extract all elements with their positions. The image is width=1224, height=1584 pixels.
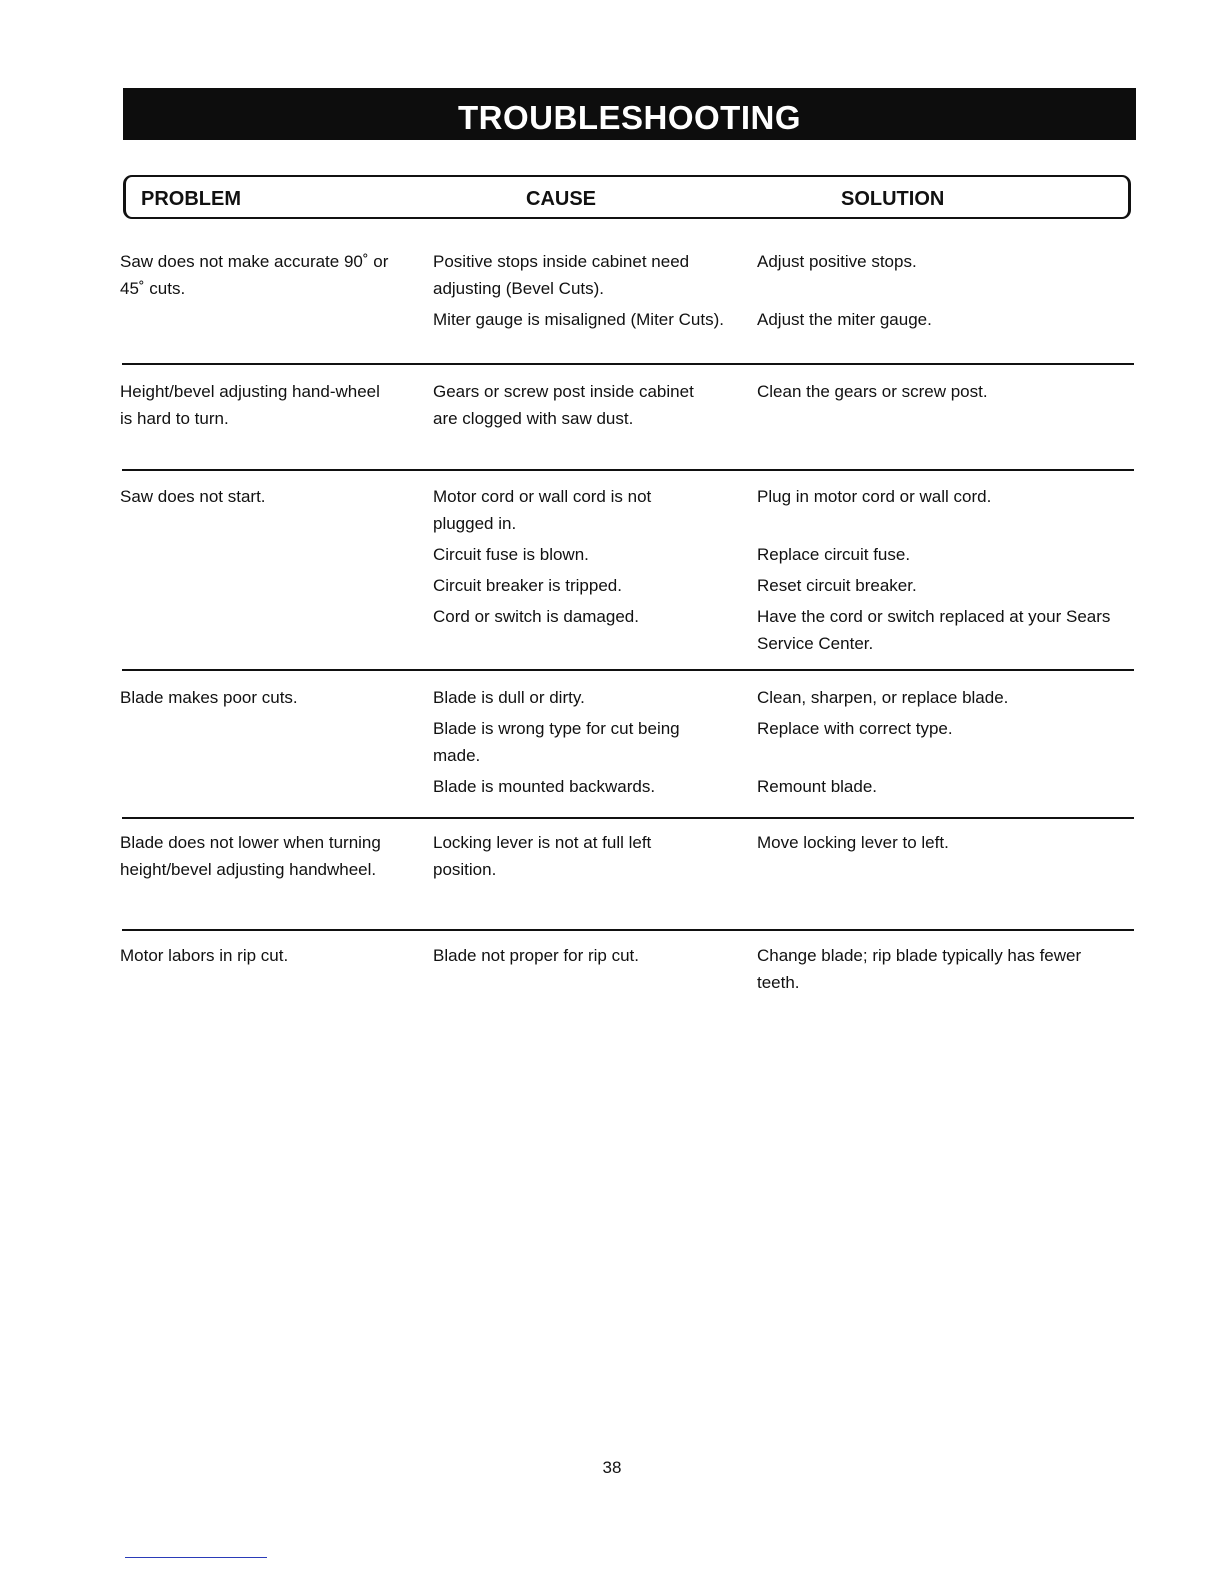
row-divider — [122, 817, 1134, 819]
solution-entry: Plug in motor cord or wall cord. — [757, 487, 992, 506]
cause-entry: Positive stops inside cabinet need adjusting (Bevel Cuts). — [433, 252, 690, 298]
row-causes — [433, 248, 733, 337]
footer-rule — [125, 1557, 267, 1558]
cause-entry: Circuit fuse is blown. — [433, 545, 589, 564]
cause-entry: Circuit breaker is tripped. — [433, 576, 622, 595]
row-solutions — [757, 483, 1117, 661]
row-divider — [122, 929, 1134, 931]
row-solutions — [757, 684, 1132, 804]
cause-entry: Gears or screw post inside cabinet are clogged with saw dust. — [433, 382, 694, 428]
row-causes — [433, 378, 703, 436]
row-causes — [433, 829, 703, 887]
header-solution: SOLUTION — [841, 188, 945, 210]
solution-entry: Adjust the miter gauge. — [757, 310, 932, 329]
solution-entry: Change blade; rip blade typically has fewer teeth. — [757, 946, 1082, 992]
page-title: TROUBLESHOOTING — [123, 88, 1136, 140]
row-divider — [122, 469, 1134, 471]
cause-entry: Blade not proper for rip cut. — [433, 946, 640, 965]
solution-entry: Remount blade. — [757, 777, 878, 796]
cause-entry: Blade is mounted backwards. — [433, 777, 656, 796]
header-problem: PROBLEM — [141, 188, 241, 210]
cause-entry: Cord or switch is damaged. — [433, 607, 639, 626]
row-causes — [433, 684, 728, 804]
solution-entry: Replace circuit fuse. — [757, 545, 911, 564]
row-divider — [122, 669, 1134, 671]
row-solutions — [757, 378, 1132, 409]
row-solutions — [757, 248, 1132, 337]
page-number: 38 — [602, 1458, 622, 1477]
row-causes — [433, 483, 703, 634]
row-problem: Motor labors in rip cut. — [120, 946, 289, 965]
solution-entry: Have the cord or switch replaced at your Sears Service Center. — [757, 607, 1111, 653]
solution-entry: Move locking lever to left. — [757, 833, 949, 852]
table-header — [123, 175, 1131, 219]
cause-entry: Miter gauge is misaligned (Miter Cuts). — [433, 310, 724, 329]
row-problem: Blade does not lower when turning height/bevel adjusting handwheel. — [120, 833, 381, 879]
row-problem: Blade makes poor cuts. — [120, 688, 298, 707]
row-problem: Saw does not start. — [120, 487, 266, 506]
solution-entry: Replace with correct type. — [757, 719, 953, 738]
row-causes — [433, 942, 733, 973]
solution-entry: Adjust positive stops. — [757, 252, 917, 271]
cause-entry: Locking lever is not at full left position. — [433, 833, 652, 879]
row-problem: Height/bevel adjusting hand-wheel is hard to turn. — [120, 382, 380, 428]
cause-entry: Blade is dull or dirty. — [433, 688, 585, 707]
row-divider — [122, 363, 1134, 365]
solution-entry: Clean the gears or screw post. — [757, 382, 988, 401]
row-problem: Saw does not make accurate 90˚ or 45˚ cuts. — [120, 252, 389, 298]
cause-entry: Blade is wrong type for cut being made. — [433, 719, 680, 765]
row-solutions — [757, 829, 1132, 860]
header-cause: CAUSE — [526, 188, 597, 210]
cause-entry: Motor cord or wall cord is not plugged in. — [433, 487, 652, 533]
solution-entry: Reset circuit breaker. — [757, 576, 917, 595]
solution-entry: Clean, sharpen, or replace blade. — [757, 688, 1009, 707]
row-solutions — [757, 942, 1127, 1000]
